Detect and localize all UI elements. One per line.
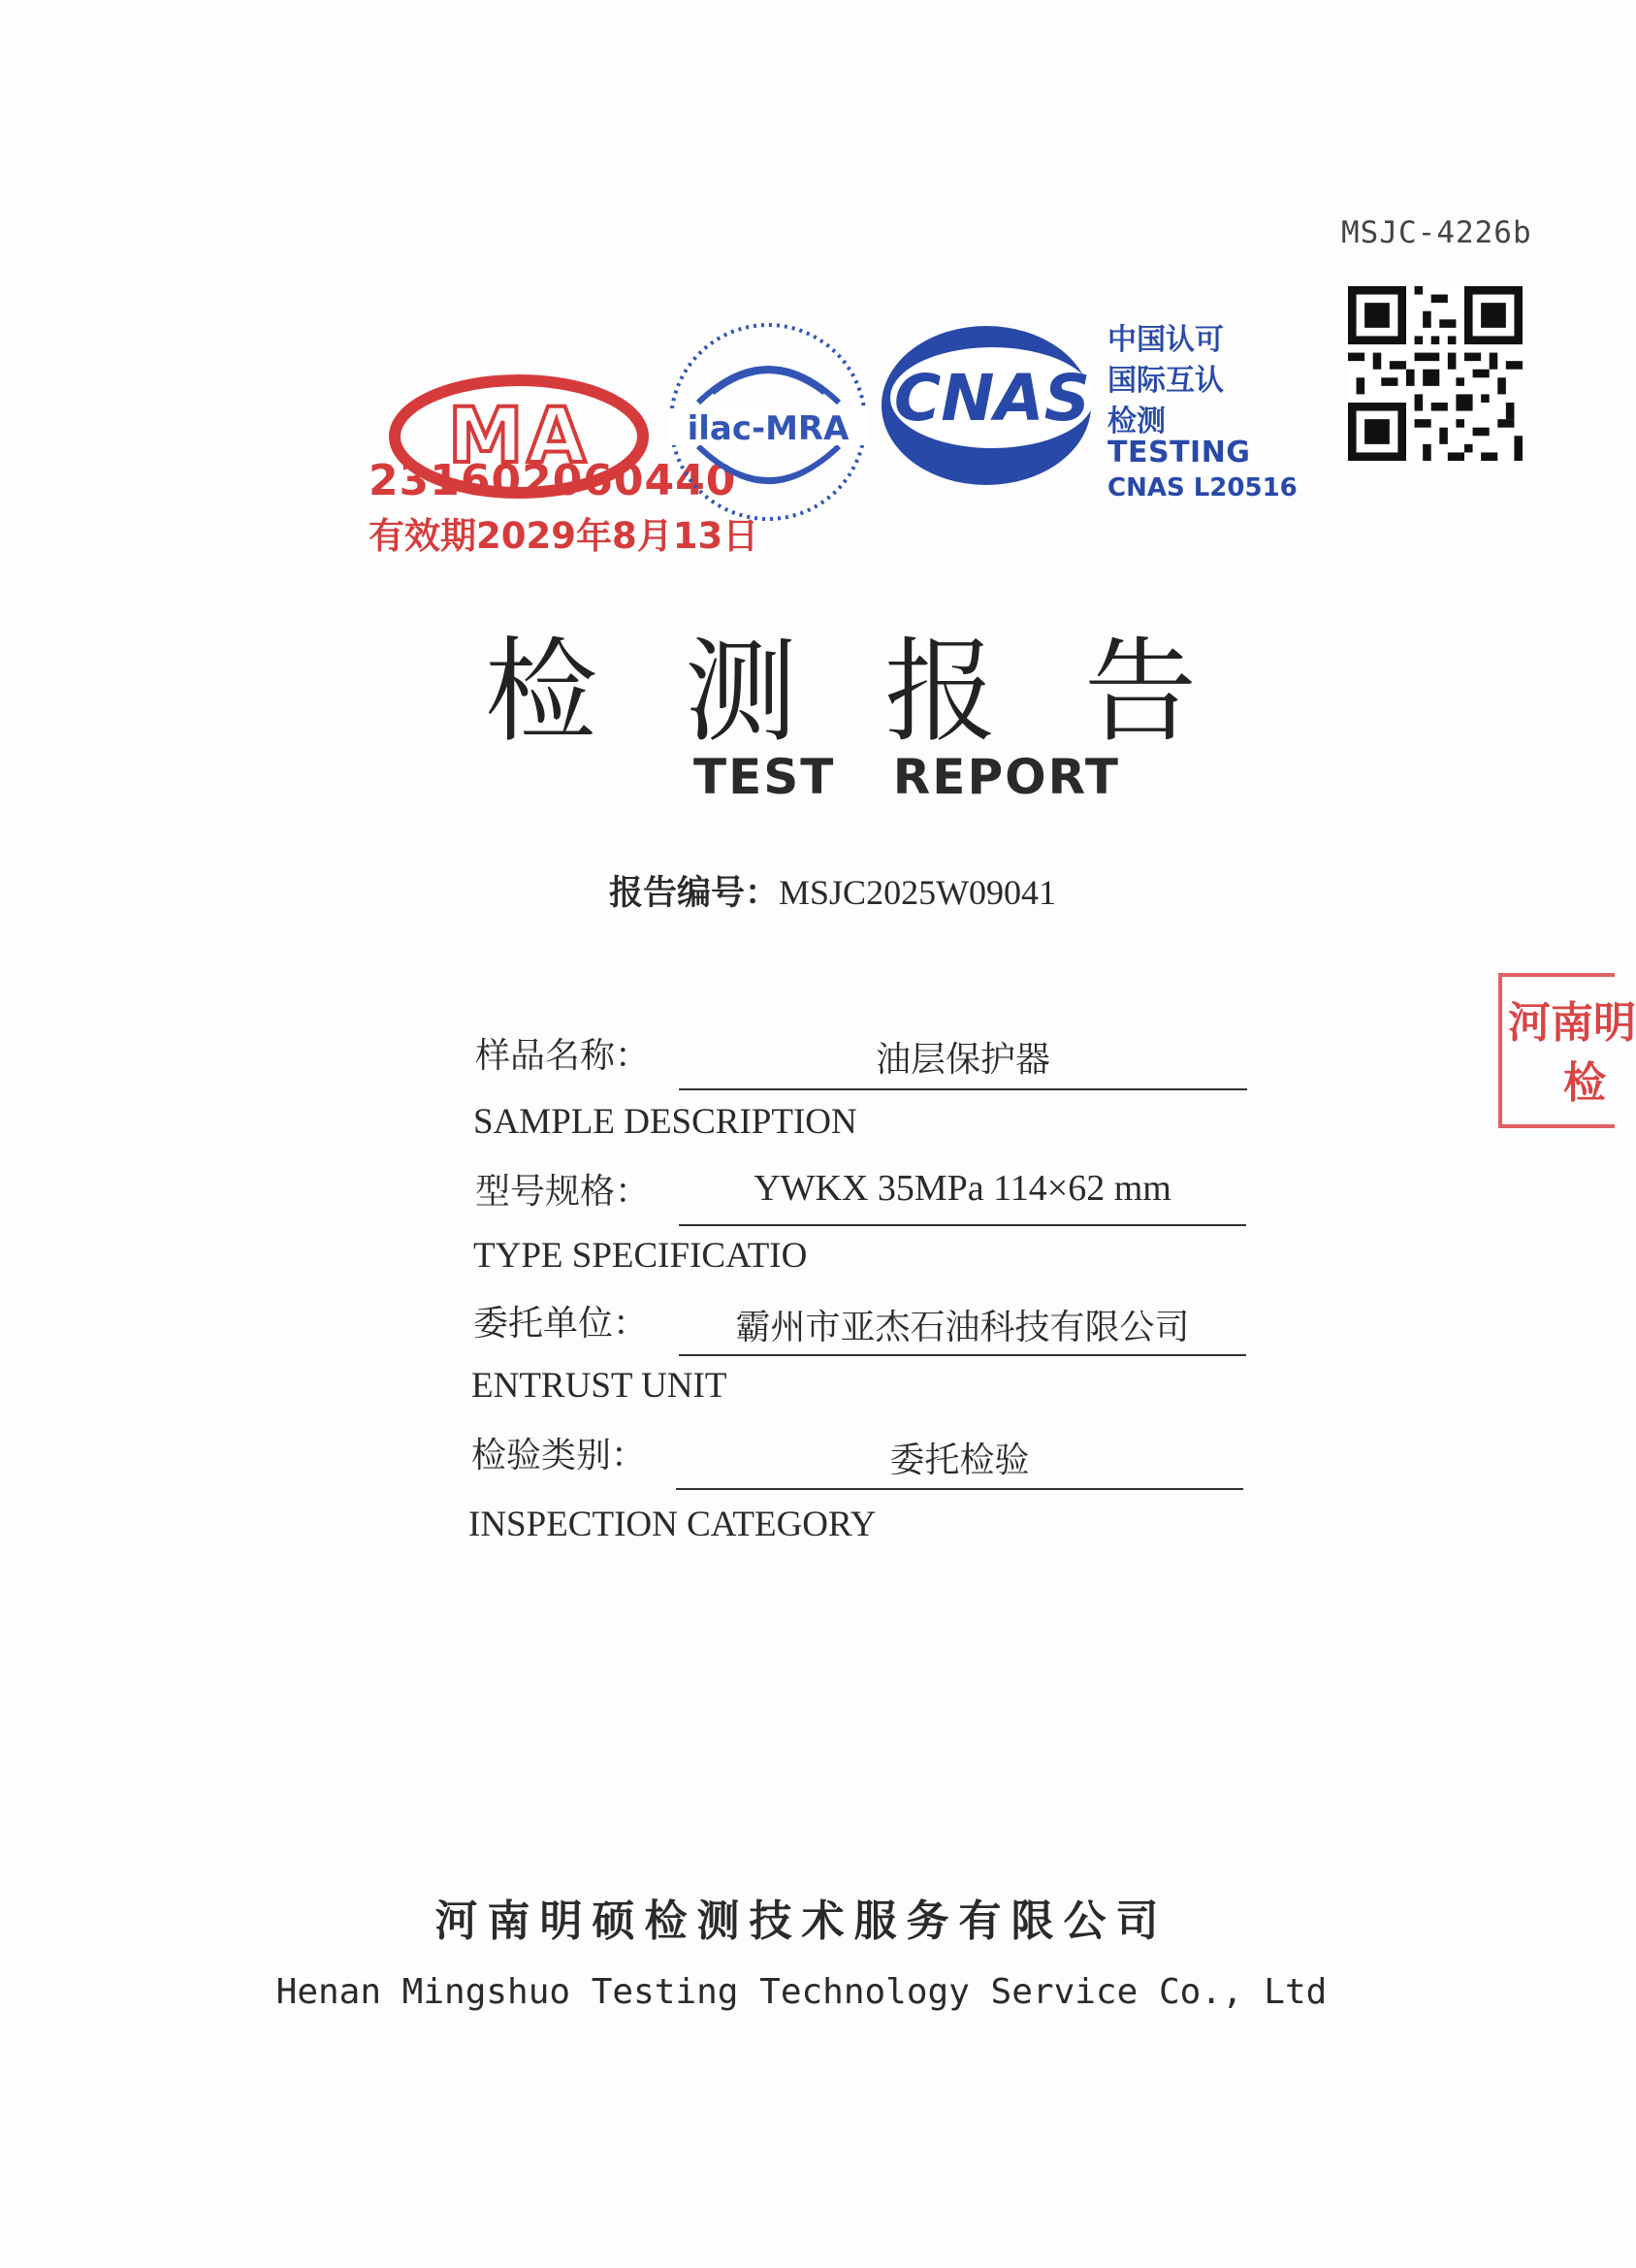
cnas-logo: [878, 320, 1110, 495]
report-number-label: 报告编号：: [609, 874, 780, 913]
document-code: MSJC-4226b: [1341, 215, 1532, 250]
type-specification-label-en: TYPE SPECIFICATIO: [473, 1236, 808, 1276]
qr-code: [1348, 286, 1523, 461]
company-name-en: Henan Mingshuo Testing Technology Service Co., Ltd: [275, 1972, 1328, 2012]
entrust-unit-value: 霸州市亚杰石油科技有限公司: [735, 1308, 1190, 1347]
entrust-unit-underline: [679, 1354, 1246, 1356]
cnas-line-4: TESTING: [1107, 436, 1251, 470]
cma-number: 231602060440: [369, 456, 737, 505]
title-en: TEST REPORT: [693, 749, 1120, 805]
entrust-unit-label-cn: 委托单位：: [473, 1304, 649, 1344]
inspection-category-label-en: INSPECTION CATEGORY: [468, 1505, 877, 1544]
side-stamp-line-2: 检: [1563, 1058, 1606, 1108]
cnas-line-2: 国际互认: [1107, 364, 1224, 398]
sample-description-label-cn: 样品名称：: [475, 1036, 651, 1076]
type-specification-underline: [679, 1224, 1246, 1226]
ilac-mark-text: ilac-MRA: [687, 409, 850, 448]
cma-mark-text: MA: [448, 393, 590, 480]
cnas-line-3: 检测: [1107, 405, 1166, 438]
inspection-category-label-cn: 检验类别：: [471, 1436, 647, 1475]
cma-validity: 有效期2029年8月13日: [369, 515, 759, 557]
inspection-category-value: 委托检验: [889, 1441, 1030, 1480]
cnas-mark-text: CNAS: [893, 361, 1091, 436]
inspection-category-underline: [676, 1488, 1243, 1490]
type-specification-label-cn: 型号规格：: [475, 1172, 651, 1212]
report-number-value: MSJC2025W09041: [779, 873, 1057, 912]
report-number: [609, 866, 1056, 915]
sample-description-underline: [679, 1088, 1247, 1090]
cnas-accreditation-number: CNAS L20516: [1107, 473, 1298, 502]
ilac-mra-logo: [664, 315, 873, 529]
sample-description-label-en: SAMPLE DESCRIPTION: [473, 1102, 857, 1142]
entrust-unit-label-en: ENTRUST UNIT: [471, 1366, 727, 1406]
company-name-cn: 河南明硕检测技术服务有限公司: [434, 1896, 1169, 1946]
title-cn: 检测报告: [485, 627, 1284, 758]
sample-description-value: 油层保护器: [875, 1040, 1050, 1080]
type-specification-value: YWKX 35MPa 114×62 mm: [754, 1168, 1171, 1209]
side-stamp-line-1: 河南明: [1508, 998, 1636, 1048]
cnas-line-1: 中国认可: [1107, 323, 1224, 357]
